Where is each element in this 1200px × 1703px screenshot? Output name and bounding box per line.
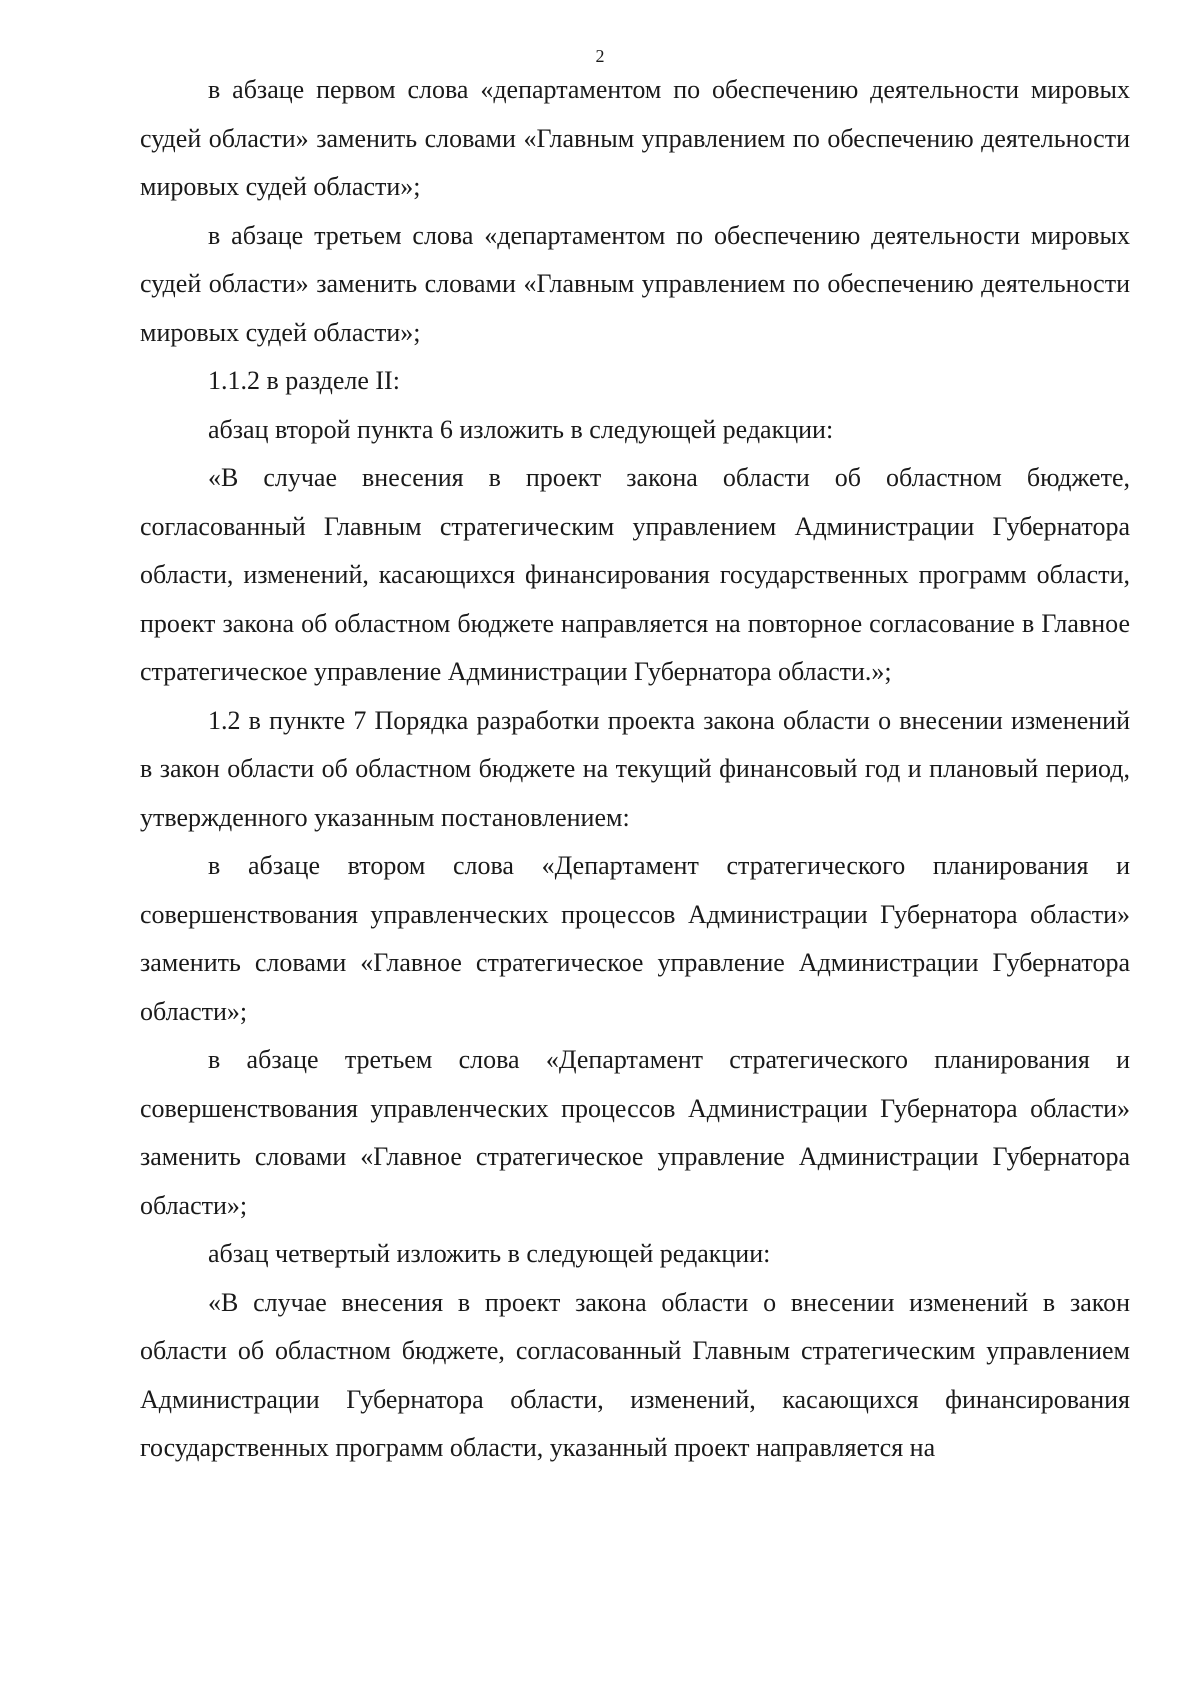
paragraph-7: в абзаце втором слова «Департамент стратегического планирования и совершенствования управленческих процессов Администрации Губернатора области» заменить словами «Главное стратегическое управление Администрации Губернатора области»; xyxy=(140,851,1130,1026)
page-number: 2 xyxy=(595,46,605,66)
paragraph-6: 1.2 в пункте 7 Порядка разработки проекта закона области о внесении изменений в закон области об областном бюджете на текущий финансовый год и плановый период, утвержденного указанным постановлением: xyxy=(140,705,1130,832)
paragraph-1: в абзаце первом слова «департаментом по обеспечению деятельности мировых судей области» заменить словами «Главным управлением по обеспечению деятельности мировых судей области»; xyxy=(140,75,1130,201)
paragraph-4: абзац второй пункта 6 изложить в следующей редакции: xyxy=(208,414,834,444)
paragraph-8: в абзаце третьем слова «Департамент стратегического планирования и совершенствования управленческих процессов Администрации Губернатора области» заменить словами «Главное стратегическое управление Администрации Губернатора области»; xyxy=(140,1045,1130,1220)
paragraph-10: «В случае внесения в проект закона области о внесении изменений в закон области об областном бюджете, согласованный Главным стратегическим управлением Администрации Губернатора области, изменений, касающихся финансирования государственных программ области, указанный проект направляется на xyxy=(140,1287,1130,1462)
document-body xyxy=(140,66,1130,1473)
paragraph-3: 1.1.2 в разделе II: xyxy=(208,366,400,395)
paragraph-2: в абзаце третьем слова «департаментом по обеспечению деятельности мировых судей области» заменить словами «Главным управлением по обеспечению деятельности мировых судей области»; xyxy=(140,220,1130,347)
paragraph-5: «В случае внесения в проект закона области об областном бюджете, согласованный Главным стратегическим управлением Администрации Губернатора области, изменений, касающихся финансирования государственных программ области, проект закона об областном бюджете направляется на повторное согласование в Главное стратегическое управление Администрации Губернатора области.»; xyxy=(140,463,1130,686)
paragraph-9: абзац четвертый изложить в следующей редакции: xyxy=(208,1239,771,1268)
